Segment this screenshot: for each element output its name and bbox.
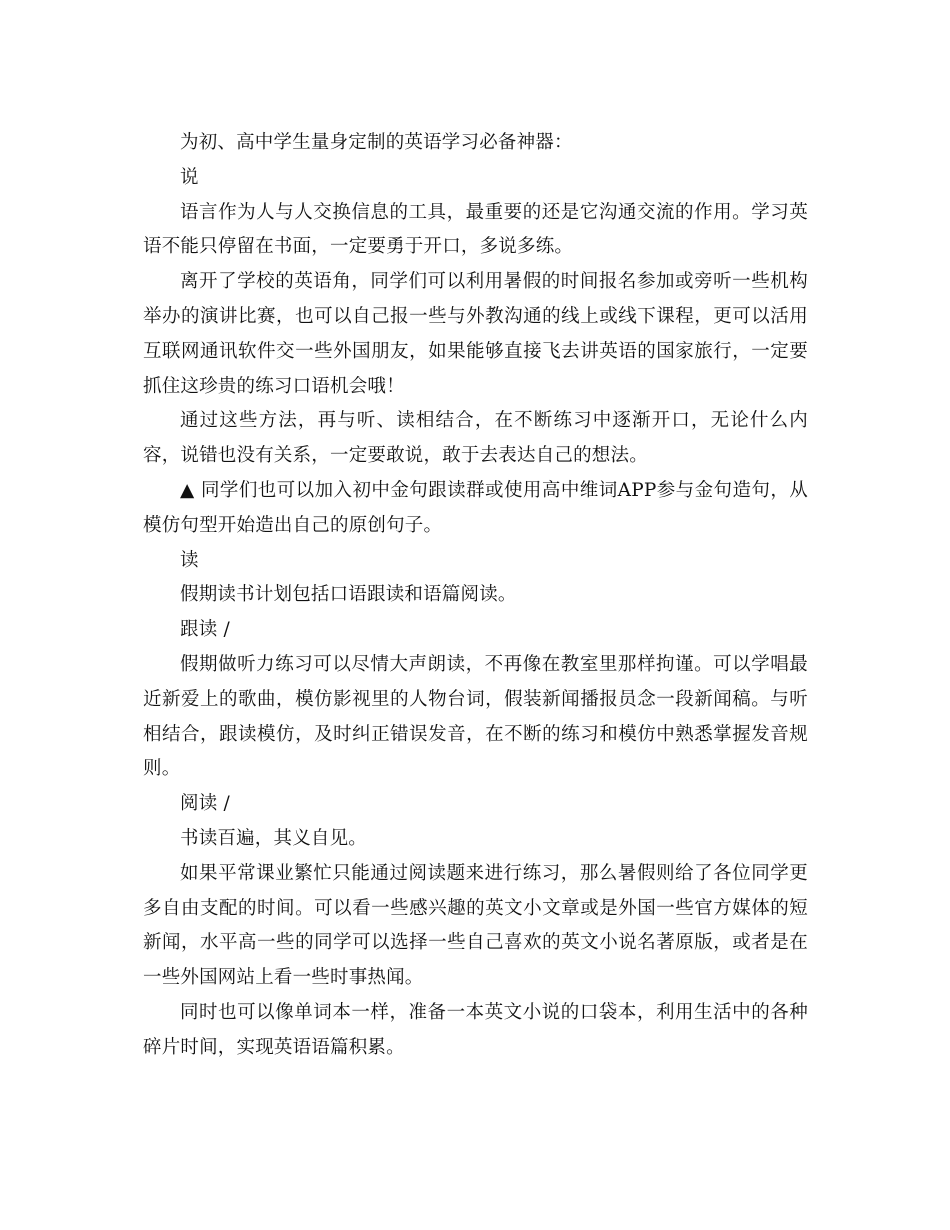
paragraph: 如果平常课业繁忙只能通过阅读题来进行练习，那么暑假则给了各位同学更多自由支配的时间。可以看一些感兴趣的英文小文章或是外国一些官方媒体的短新闻，水平高一些的同学可以选择一些自己喜欢的英文小说名著原版，或者是在一些外国网站上看一些时事热闻。: [143, 862, 808, 989]
paragraph: 书读百遍，其义自见。: [180, 827, 368, 849]
paragraph: 假期做听力练习可以尽情大声朗读，不再像在教室里那样拘谨。可以学唱最近新爱上的歌曲，模仿影视里的人物台词，假装新闻播报员念一段新闻稿。与听相结合，跟读模仿，及时纠正错误发音，在不断的练习和模仿中熟悉掌握发音规则。: [143, 653, 808, 780]
paragraph: 离开了学校的英语角，同学们可以利用暑假的时间报名参加或旁听一些机构举办的演讲比赛，也可以自己报一些与外教沟通的线上或线下课程，更可以活用互联网通讯软件交一些外国朋友，如果能够直接飞去讲英语的国家旅行，一定要抓住这珍贵的练习口语机会哦！: [143, 271, 808, 397]
document-body: [143, 126, 808, 1066]
paragraph: 同时也可以像单词本一样，准备一本英文小说的口袋本，利用生活中的各种碎片时间，实现英语语篇积累。: [143, 1001, 808, 1058]
section-heading-speak: 说: [180, 166, 199, 188]
paragraph: 语言作为人与人交换信息的工具，最重要的还是它沟通交流的作用。学习英语不能只停留在书面，一定要勇于开口，多说多练。: [143, 201, 808, 258]
paragraph: 假期读书计划包括口语跟读和语篇阅读。: [180, 584, 517, 606]
section-heading-read: 读: [180, 549, 199, 571]
paragraph: 通过这些方法，再与听、读相结合，在不断练习中逐渐开口，无论什么内容，说错也没有关系，一定要敢说，敢于去表达自己的想法。: [143, 410, 808, 467]
subheading-follow-read: 跟读 /: [180, 619, 230, 641]
subheading-reading: 阅读 /: [180, 793, 230, 815]
tip-paragraph: ▲ 同学们也可以加入初中金句跟读群或使用高中维词APP参与金句造句，从模仿句型开始造出自己的原创句子。: [143, 479, 808, 536]
intro-line: 为初、高中学生量身定制的英语学习必备神器：: [180, 132, 573, 153]
